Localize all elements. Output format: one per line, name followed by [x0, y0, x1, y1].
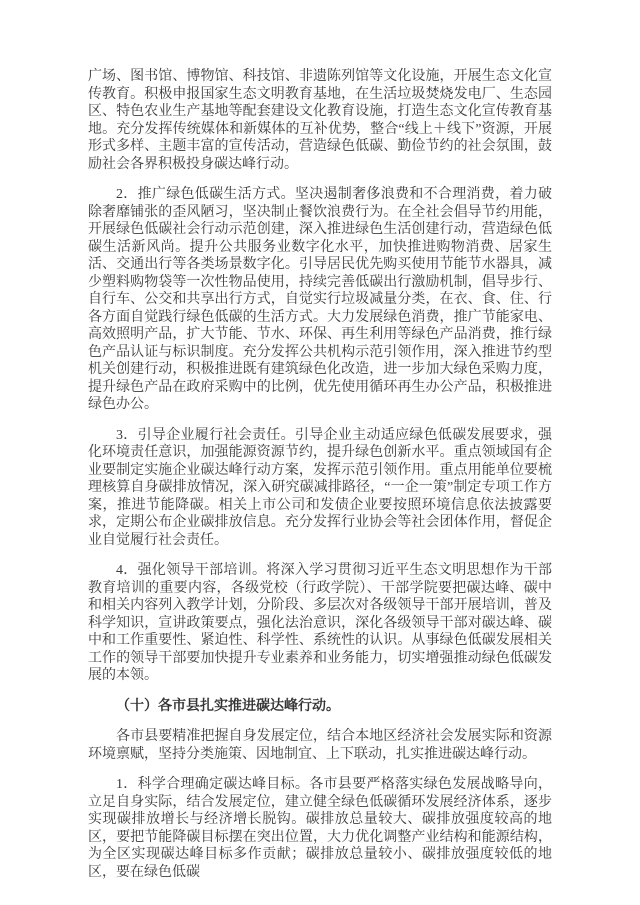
body-paragraph: 4．强化领导干部培训。将深入学习贯彻习近平生态文明思想作为干部教育培训的重要内容，各级党校（行政学院）、干部学院要把碳达峰、碳中和相关内容列入教学计划，分阶段、多层次对各级领导干部开展培训，普及科学知识，宣讲政策要点，强化法治意识，深化各级领导干部对碳达峰、碳中和工作重要性、紧迫性、科学性、系统性的认识。从事绿色低碳发展相关工作的领导干部要加快提升专业素养和业务能力，切实增强推动绿色低碳发展的本领。 — [88, 563, 552, 683]
document-body — [88, 68, 552, 881]
body-paragraph: 广场、图书馆、博物馆、科技馆、非遗陈列馆等文化设施，开展生态文化宣传教育。积极申报国家生态文明教育基地，在生活垃圾焚烧发电厂、生态园区、特色农业生产基地等配套建设文化教育设施，打造生态文化宣传教育基地。充分发挥传统媒体和新媒体的互补优势，整合“线上＋线下”资源，开展形式多样、主题丰富的宣传活动，营造绿色低碳、勤俭节约的社会氛围，鼓励社会各界积极投身碳达峰行动。 — [88, 69, 552, 172]
section-heading: （十）各市县扎实推进碳达峰行动。 — [116, 698, 340, 714]
body-paragraph: 各市县要精准把握自身发展定位，结合本地区经济社会发展实际和资源环境禀赋，坚持分类施策、因地制宜、上下联动，扎实推进碳达峰行动。 — [88, 729, 552, 762]
body-paragraph: 3．引导企业履行社会责任。引导企业主动适应绿色低碳发展要求，强化环境责任意识，加强能源资源节约，提升绿色创新水平。重点领域国有企业要制定实施企业碳达峰行动方案，发挥示范引领作用。重点用能单位要梳理核算自身碳排放情况，深入研究碳减排路径，“一企一策”制定专项工作方案，推进节能降碳。相关上市公司和发债企业要按照环境信息依法披露要求，定期公布企业碳排放信息。充分发挥行业协会等社会团体作用，督促企业自觉履行社会责任。 — [88, 427, 552, 548]
body-paragraph: 1．科学合理确定碳达峰目标。各市县要严格落实绿色发展战略导向，立足自身实际，结合发展定位，建立健全绿色低碳循环发展经济体系，逐步实现碳排放增长与经济增长脱钩。碳排放总量较大、碳排放强度较高的地区，要把节能降碳目标摆在突出位置，大力优化调整产业结构和能源结构，为全区实现碳达峰目标多作贡献；碳排放总量较小、碳排放强度较低的地区，要在绿色低碳 — [88, 777, 552, 880]
body-paragraph: 2．推广绿色低碳生活方式。坚决遏制奢侈浪费和不合理消费，着力破除奢靡铺张的歪风陋习，坚决制止餐饮浪费行为。在全社会倡导节约用能，开展绿色低碳社会行动示范创建，深入推进绿色生活创建行动，营造绿色低碳生活新风尚。提升公共服务业数字化水平，加快推进购物消费、居家生活、交通出行等各类场景数字化。引导居民优先购买使用节能节水器具，减少塑料购物袋等一次性物品使用，持续完善低碳出行激励机制，倡导步行、自行车、公交和共享出行方式，自觉实行垃圾减量分类，在衣、食、住、行各方面自觉践行绿色低碳的生活方式。大力发展绿色消费，推广节能家电、高效照明产品，扩大节能、节水、环保、再生利用等绿色产品消费，推行绿色产品认证与标识制度。充分发挥公共机构示范引领作用，深入推进节约型机关创建行动，积极推进既有建筑绿色化改造，进一步加大绿色采购力度，提升绿色产品在政府采购中的比例，优先使用循环再生办公产品，积极推进绿色办公。 — [88, 187, 552, 412]
